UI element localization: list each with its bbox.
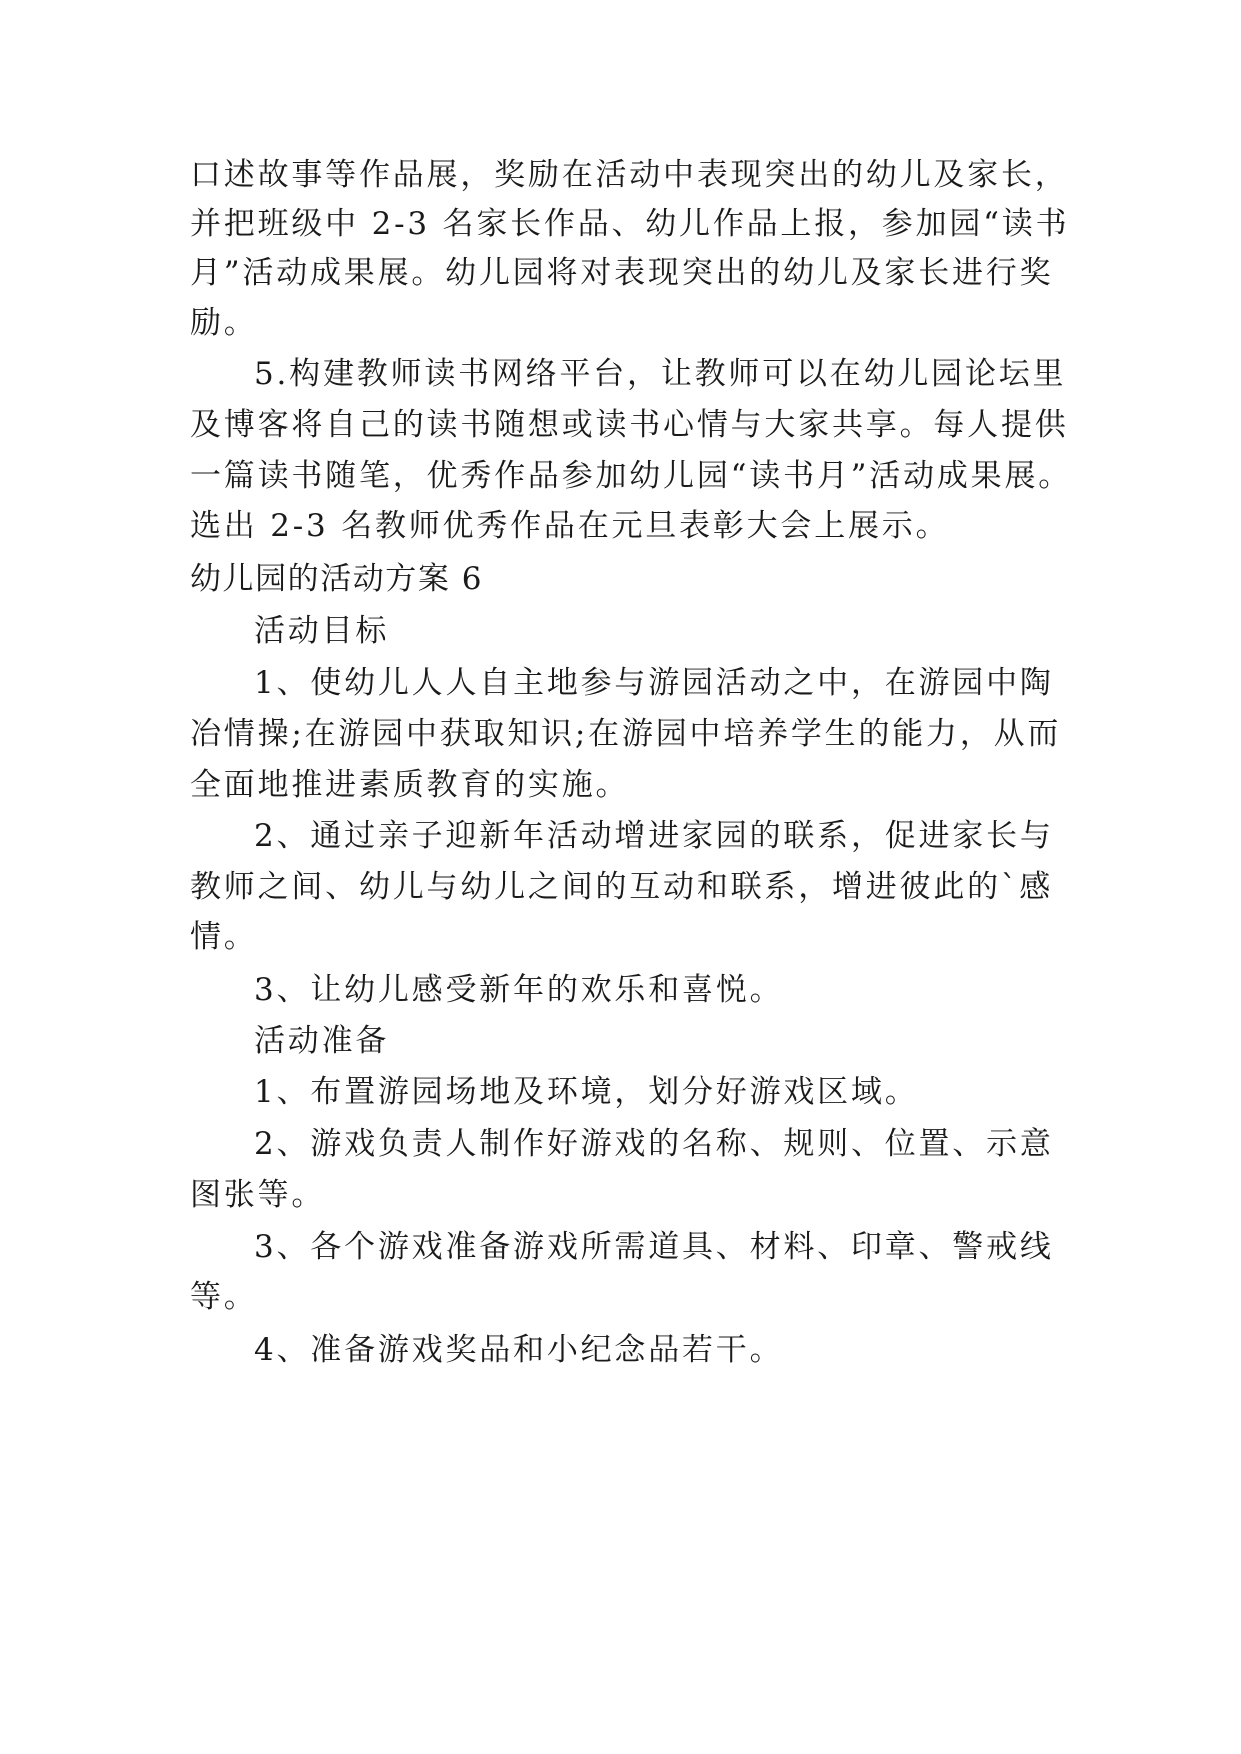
list-item: 3、各个游戏准备游戏所需道具、材料、印章、警戒线 [254,1229,1054,1265]
body-text-line: 等。 [190,1279,258,1315]
list-item: 3、让幼儿感受新年的欢乐和喜悦。 [254,972,784,1008]
section-title: 幼儿园的活动方案 6 [190,561,484,597]
body-text-line: 励。 [190,305,258,341]
list-item: 2、通过亲子迎新年活动增进家园的联系，促进家长与 [254,818,1054,854]
subheading-preparation: 活动准备 [254,1023,390,1059]
body-text-line: 选出 2-3 名教师优秀作品在元旦表彰大会上展示。 [190,508,950,544]
body-text-line: 一篇读书随笔，优秀作品参加幼儿园“读书月”活动成果展。 [190,458,1073,494]
list-item: 4、准备游戏奖品和小纪念品若干。 [254,1332,784,1368]
body-text-line: 情。 [190,919,258,955]
body-text-line: 全面地推进素质教育的实施。 [190,767,630,803]
body-text-line: 冶情操;在游园中获取知识;在游园中培养学生的能力，从而 [190,716,1062,752]
body-text-line: 月”活动成果展。幼儿园将对表现突出的幼儿及家长进行奖 [190,255,1054,291]
body-text-line: 并把班级中 2-3 名家长作品、幼儿作品上报，参加园“读书 [190,206,1070,242]
paragraph-item-5: 5.构建教师读书网络平台，让教师可以在幼儿园论坛里 [254,356,1067,392]
subheading-goals: 活动目标 [254,613,390,649]
body-text-line: 口述故事等作品展，奖励在活动中表现突出的幼儿及家长， [190,157,1069,193]
list-item: 2、游戏负责人制作好游戏的名称、规则、位置、示意 [254,1126,1054,1162]
body-text-line: 及博客将自己的读书随想或读书心情与大家共享。每人提供 [190,407,1069,443]
list-item: 1、使幼儿人人自主地参与游园活动之中，在游园中陶 [254,665,1054,701]
body-text-line: 图张等。 [190,1177,326,1213]
list-item: 1、布置游园场地及环境，划分好游戏区域。 [254,1074,919,1110]
body-text-line: 教师之间、幼儿与幼儿之间的互动和联系，增进彼此的`感 [190,869,1054,905]
